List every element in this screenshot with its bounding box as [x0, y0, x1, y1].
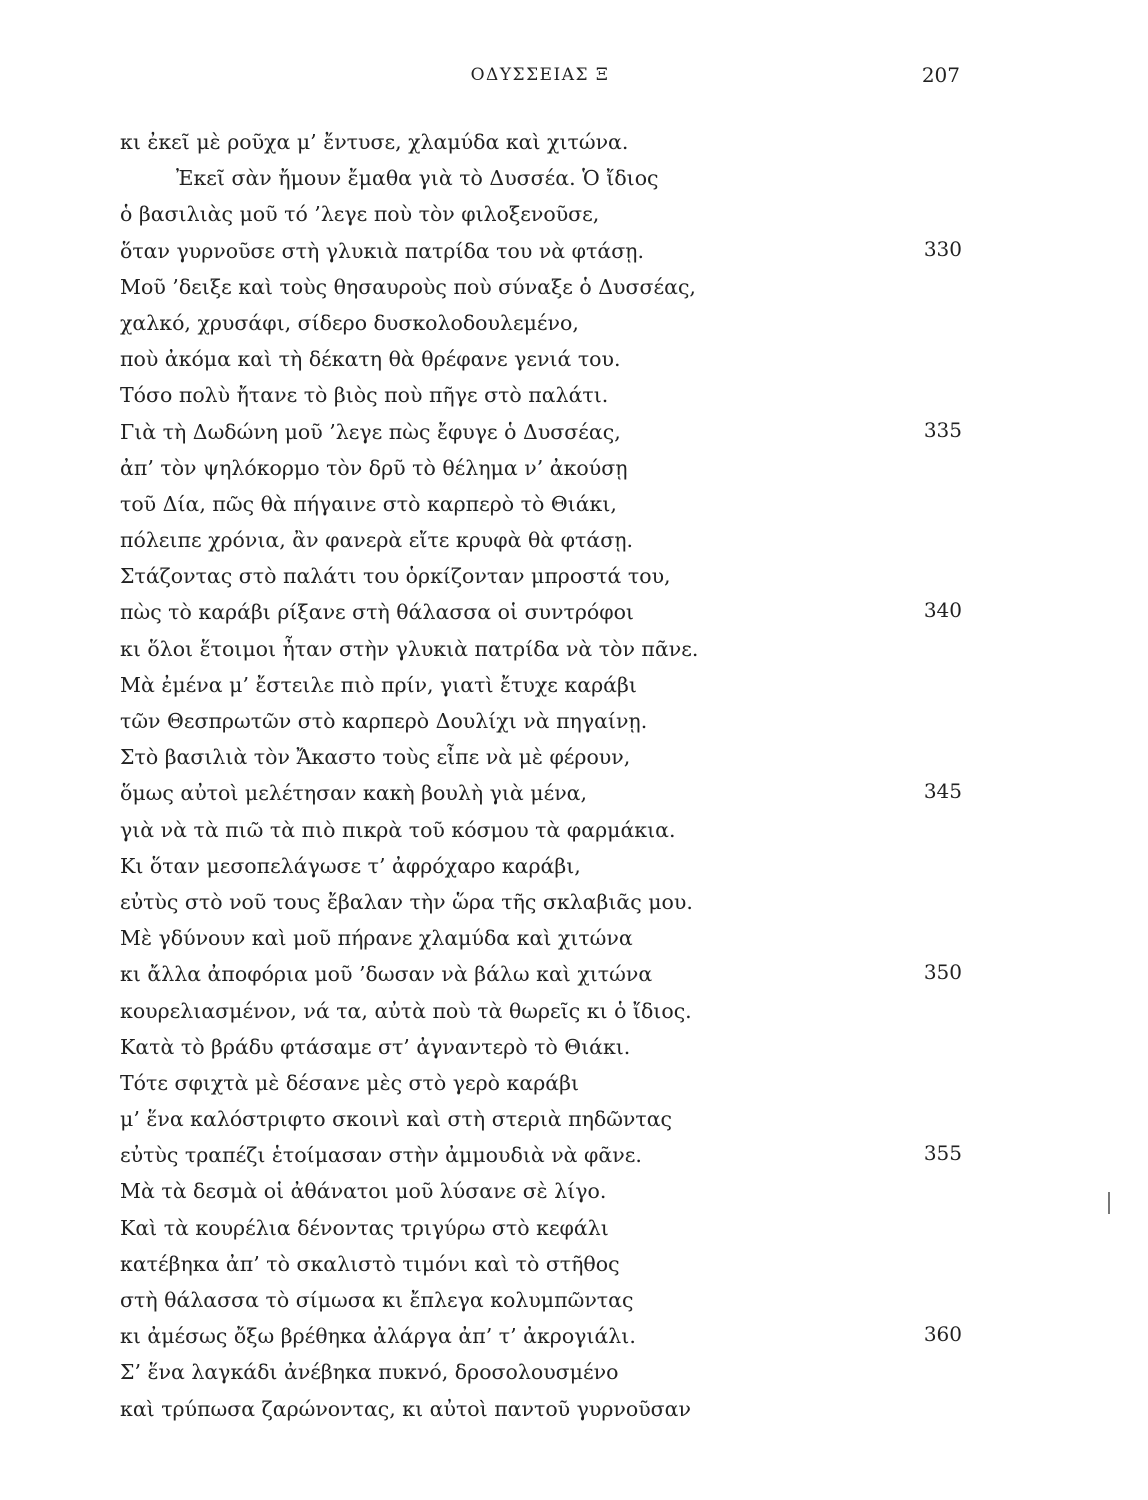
verse-text: Στάζοντας στὸ παλάτι του ὁρκίζονταν μπροστά του, [120, 564, 671, 589]
verse-text: Κι ὅταν μεσοπελάγωσε τ’ ἀφρόχαρο καράβι, [120, 853, 581, 878]
verse-line [120, 812, 980, 848]
verse-line [120, 1318, 980, 1354]
line-number: 355 [923, 1141, 962, 1166]
verse-text: κι ἐκεῖ μὲ ροῦχα μ’ ἔντυσε, χλαμύδα καὶ χιτώνα. [120, 130, 629, 154]
verse-text: Ἐκεῖ σὰν ἤμουν ἔμαθα γιὰ τὸ Δυσσέα. Ὁ ἴδιος [176, 166, 659, 191]
verse-text: ὅμως αὐτοὶ μελέτησαν κακὴ βουλὴ γιὰ μένα, [120, 781, 588, 806]
verse-line [120, 1282, 980, 1318]
verse-line [120, 1173, 980, 1209]
verse-line [120, 196, 980, 232]
running-head [120, 60, 960, 90]
verse-text: Γιὰ τὴ Δωδώνη μοῦ ’λεγε πὼς ἔφυγε ὁ Δυσσέας, [120, 419, 621, 444]
verse-line [120, 522, 980, 558]
verse-text: Μοῦ ’δειξε καὶ τοὺς θησαυροὺς ποὺ σύναξε ὁ Δυσσέας, [120, 274, 696, 299]
verse-line [120, 486, 980, 522]
verse-text: μ’ ἕνα καλόστριφτο σκοινὶ καὶ στὴ στεριὰ πηδῶντας [120, 1107, 673, 1132]
verse-text: γιὰ νὰ τὰ πιῶ τὰ πιὸ πικρὰ τοῦ κόσμου τὰ φαρμάκια. [120, 817, 676, 842]
verse-text: Σ’ ἕνα λαγκάδι ἀνέβηκα πυκνό, δροσολουσμένο [120, 1360, 619, 1385]
verse-text: Κατὰ τὸ βράδυ φτάσαμε στ’ ἀγναντερὸ τὸ Θιάκι. [120, 1034, 631, 1059]
verse-text: στὴ θάλασσα τὸ σίμωσα κι ἔπλεγα κολυμπῶντας [120, 1288, 634, 1312]
verse-line [120, 377, 980, 413]
verse-text: κατέβηκα ἀπ’ τὸ σκαλιστὸ τιμόνι καὶ τὸ στῆθος [120, 1251, 620, 1276]
line-number: 345 [923, 779, 962, 804]
verse-line [120, 160, 980, 196]
verse-text: ὅταν γυρνοῦσε στὴ γλυκιὰ πατρίδα του νὰ φτάσῃ. [120, 238, 644, 263]
line-number: 335 [923, 417, 962, 442]
verse-line [120, 631, 980, 667]
chapter-title: ΟΔΥΣΣΕΙΑΣ Ξ [470, 65, 610, 85]
verse-line [120, 739, 980, 775]
verse-line [120, 703, 980, 739]
verse-line [120, 956, 980, 992]
verse-text: ποὺ ἀκόμα καὶ τὴ δέκατη θὰ θρέφανε γενιά του. [120, 347, 621, 372]
verse-text: τῶν Θεσπρωτῶν στὸ καρπερὸ Δουλίχι νὰ πηγαίνῃ. [120, 709, 648, 733]
verse-line [120, 920, 980, 956]
verse-text: Στὸ βασιλιὰ τὸν Ἄκαστο τοὺς εἶπε νὰ μὲ φέρουν, [120, 745, 631, 770]
line-number: 350 [923, 960, 962, 985]
verse-line [120, 1065, 980, 1101]
verse-line [120, 450, 980, 486]
line-number: 360 [923, 1322, 962, 1347]
page-number: 207 [921, 63, 960, 87]
verse-line [120, 1391, 980, 1427]
verse-line [120, 775, 980, 811]
verse-text: χαλκό, χρυσάφι, σίδερο δυσκολοδουλεμένο, [120, 310, 579, 335]
verse-text: πόλειπε χρόνια, ἂν φανερὰ εἴτε κρυφὰ θὰ φτάσῃ. [120, 528, 633, 553]
verse-line [120, 667, 980, 703]
verse-line [120, 1354, 980, 1390]
verse-line [120, 414, 980, 450]
verse-line [120, 1029, 980, 1065]
verse-line [120, 594, 980, 630]
verse-line [120, 341, 980, 377]
verse-text: εὐτὺς τραπέζι ἑτοίμασαν στὴν ἀμμουδιὰ νὰ φᾶνε. [120, 1143, 642, 1168]
verse-text: κουρελιασμένον, νά τα, αὐτὰ ποὺ τὰ θωρεῖς κι ὁ ἴδιος. [120, 998, 692, 1023]
verse-line [120, 124, 980, 160]
verse-text: Μὰ τὰ δεσμὰ οἱ ἀθάνατοι μοῦ λύσανε σὲ λίγο. [120, 1179, 607, 1204]
verse-text: εὐτὺς στὸ νοῦ τους ἔβαλαν τὴν ὥρα τῆς σκλαβιᾶς μου. [120, 889, 693, 914]
verse-line [120, 305, 980, 341]
verse-line [120, 848, 980, 884]
verse-line [120, 1246, 980, 1282]
verse-text: Τότε σφιχτὰ μὲ δέσανε μὲς στὸ γερὸ καράβι [120, 1070, 579, 1095]
verse-text: κι ἀμέσως ὄξω βρέθηκα ἀλάργα ἀπ’ τ’ ἀκρογιάλι. [120, 1324, 636, 1349]
margin-mark [1108, 1192, 1110, 1214]
verse-text: Τόσο πολὺ ἤτανε τὸ βιὸς ποὺ πῆγε στὸ παλάτι. [120, 383, 609, 408]
poem-text [120, 124, 980, 1427]
line-number: 340 [923, 598, 962, 623]
verse-line [120, 558, 980, 594]
verse-line [120, 993, 980, 1029]
verse-text: Μὲ γδύνουν καὶ μοῦ πήρανε χλαμύδα καὶ χιτώνα [120, 926, 633, 951]
verse-line [120, 233, 980, 269]
verse-line [120, 1137, 980, 1173]
line-number: 330 [923, 236, 962, 261]
verse-text: Μὰ ἐμένα μ’ ἔστειλε πιὸ πρίν, γιατὶ ἔτυχε καράβι [120, 672, 637, 697]
verse-text: ἀπ’ τὸν ψηλόκορμο τὸν δρῦ τὸ θέλημα ν’ ἀκούσῃ [120, 455, 628, 480]
verse-line [120, 1101, 980, 1137]
verse-text: πὼς τὸ καράβι ρίξανε στὴ θάλασσα οἱ συντρόφοι [120, 600, 634, 625]
verse-text: κι ὅλοι ἕτοιμοι ἦταν στὴν γλυκιὰ πατρίδα νὰ τὸν πᾶνε. [120, 636, 699, 661]
verse-line [120, 884, 980, 920]
verse-text: καὶ τρύπωσα ζαρώνοντας, κι αὐτοὶ παντοῦ γυρνοῦσαν [120, 1396, 691, 1421]
verse-line [120, 1210, 980, 1246]
verse-text: κι ἄλλα ἀποφόρια μοῦ ’δωσαν νὰ βάλω καὶ χιτώνα [120, 962, 653, 987]
verse-line [120, 269, 980, 305]
verse-text: τοῦ Δία, πῶς θὰ πήγαινε στὸ καρπερὸ τὸ Θιάκι, [120, 491, 617, 516]
verse-text: Καὶ τὰ κουρέλια δένοντας τριγύρω στὸ κεφάλι [120, 1215, 609, 1240]
verse-text: ὁ βασιλιὰς μοῦ τό ’λεγε ποὺ τὸν φιλοξενοῦσε, [120, 202, 600, 227]
